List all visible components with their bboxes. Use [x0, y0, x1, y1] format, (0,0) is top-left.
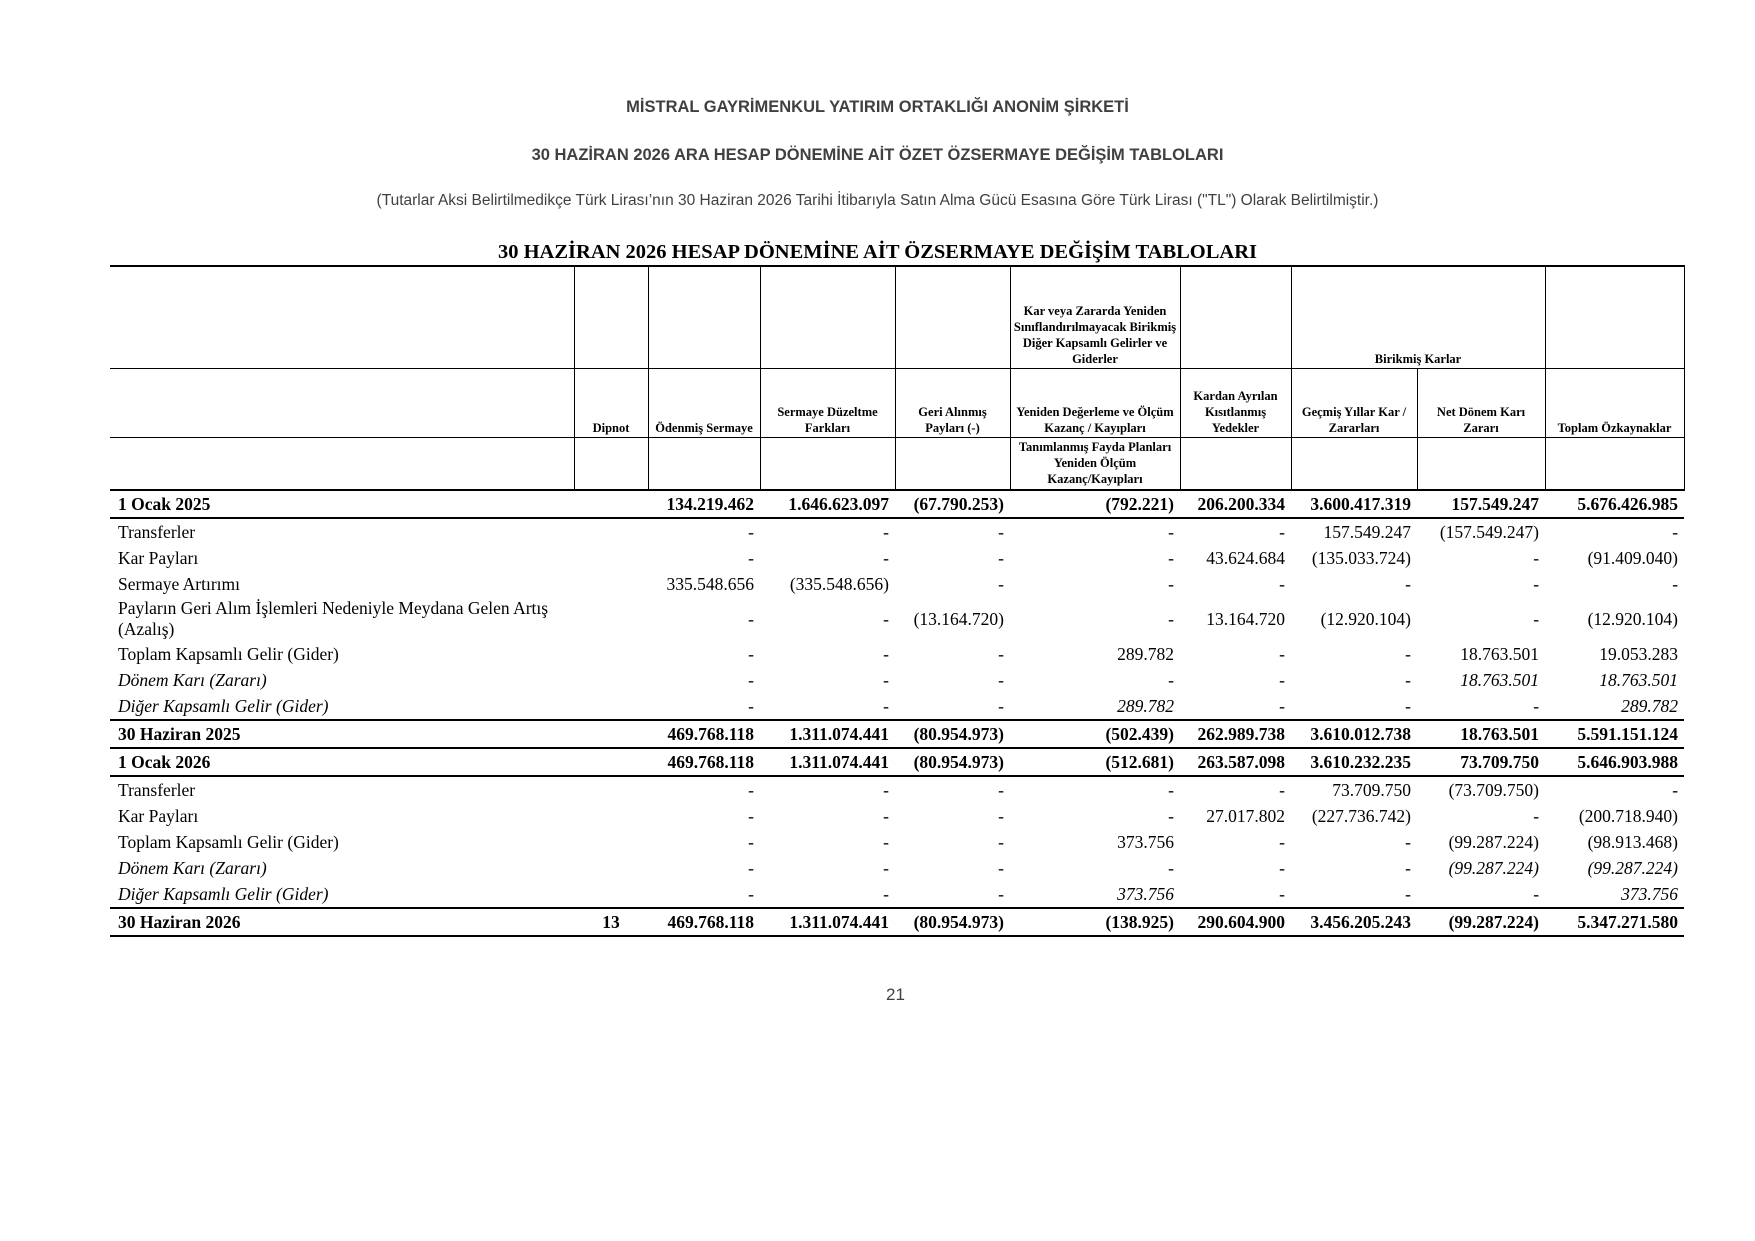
value-cell: [574, 641, 648, 667]
table-row: [110, 881, 1684, 908]
value-cell: 469.768.118: [648, 748, 760, 776]
row-label: 1 Ocak 2025: [110, 490, 574, 518]
value-cell: (99.287.224): [1417, 908, 1545, 936]
table-title: 30 HAZİRAN 2026 HESAP DÖNEMİNE AİT ÖZSERMAYE DEĞİŞİM TABLOLARI: [497, 241, 1258, 263]
col-header-reval: Yeniden Değerleme ve Ölçüm Kazanç / Kayıpları: [1010, 369, 1180, 438]
value-cell: -: [748, 608, 754, 629]
value-cell: (99.287.224): [1448, 831, 1540, 852]
value-cell: 18.763.501: [1417, 720, 1545, 748]
row-label: Kar Payları: [118, 547, 199, 568]
value-cell: -: [1168, 547, 1174, 568]
value-cell: (138.925): [1010, 908, 1180, 936]
value-cell: -: [1405, 857, 1411, 878]
col-subheader-reval: Tanımlanmış Fayda Planları Yeniden Ölçüm Kazanç/Kayıpları: [1010, 438, 1180, 491]
value-cell: -: [1672, 779, 1679, 800]
row-label: Dönem Karı (Zararı): [118, 857, 267, 878]
value-cell: 289.782: [1117, 643, 1174, 664]
value-cell: 73.709.750: [1417, 748, 1545, 776]
table-row: [110, 518, 1684, 545]
value-cell: -: [998, 695, 1004, 716]
company-name: MİSTRAL GAYRİMENKUL YATIRIM ORTAKLIĞI ANONİM ŞİRKETİ: [626, 98, 1129, 116]
value-cell: 13.164.720: [1206, 608, 1285, 629]
table-row: [110, 776, 1684, 803]
value-cell: -: [1279, 779, 1285, 800]
value-cell: [574, 518, 648, 545]
value-cell: [574, 667, 648, 693]
value-cell: 5.646.903.988: [1545, 748, 1684, 776]
value-cell: [574, 881, 648, 908]
row-label: Dönem Karı (Zararı): [118, 669, 267, 690]
value-cell: 335.548.656: [666, 573, 754, 594]
table-row: [110, 803, 1684, 829]
value-cell: (98.913.468): [1587, 831, 1679, 852]
table-row: [110, 490, 1684, 518]
value-cell: -: [1405, 573, 1411, 594]
table-row: [110, 829, 1684, 855]
value-cell: -: [748, 831, 754, 852]
table-row: [110, 908, 1684, 936]
value-cell: (502.439): [1010, 720, 1180, 748]
value-cell: -: [1672, 521, 1679, 542]
value-cell: -: [998, 805, 1004, 826]
value-cell: (80.954.973): [895, 720, 1010, 748]
value-cell: [574, 490, 648, 518]
header-row-columns: [110, 369, 1684, 438]
value-cell: [574, 776, 648, 803]
value-cell: 373.756: [1117, 831, 1174, 852]
row-label: Diğer Kapsamlı Gelir (Gider): [118, 883, 329, 904]
value-cell: (335.548.656): [789, 573, 889, 594]
value-cell: -: [1168, 779, 1174, 800]
row-label: 30 Haziran 2026: [110, 908, 574, 936]
row-label: 1 Ocak 2026: [110, 748, 574, 776]
table-row: [110, 693, 1684, 720]
value-cell: -: [998, 521, 1004, 542]
value-cell: 18.763.501: [1599, 669, 1679, 690]
value-cell: -: [1405, 695, 1411, 716]
table-row: [110, 545, 1684, 571]
value-cell: -: [748, 547, 754, 568]
value-cell: 3.610.232.235: [1291, 748, 1417, 776]
value-cell: -: [998, 669, 1004, 690]
value-cell: -: [1405, 883, 1411, 904]
value-cell: -: [1279, 521, 1285, 542]
value-cell: 373.756: [1621, 883, 1679, 904]
row-label: 30 Haziran 2025: [110, 720, 574, 748]
value-cell: -: [998, 573, 1004, 594]
value-cell: (512.681): [1010, 748, 1180, 776]
value-cell: 18.763.501: [1460, 669, 1540, 690]
row-label: Sermaye Artırımı: [118, 573, 240, 594]
value-cell: 5.591.151.124: [1545, 720, 1684, 748]
value-cell: 19.053.283: [1599, 643, 1679, 664]
value-cell: 5.676.426.985: [1545, 490, 1684, 518]
row-label: Payların Geri Alım İşlemleri Nedeniyle Meydana Gelen Artış (Azalış): [118, 598, 549, 639]
col-header-paid-capital: Ödenmiş Sermaye: [648, 369, 760, 438]
value-cell: -: [1168, 573, 1174, 594]
value-cell: 43.624.684: [1206, 547, 1285, 568]
value-cell: (67.790.253): [895, 490, 1010, 518]
row-label: Diğer Kapsamlı Gelir (Gider): [118, 695, 329, 716]
value-cell: [574, 829, 648, 855]
value-cell: 263.587.098: [1180, 748, 1291, 776]
value-cell: -: [748, 883, 754, 904]
value-cell: (200.718.940): [1578, 805, 1679, 826]
value-cell: 469.768.118: [648, 720, 760, 748]
value-cell: 134.219.462: [648, 490, 760, 518]
value-cell: -: [1168, 857, 1174, 878]
currency-note: (Tutarlar Aksi Belirtilmedikçe Türk Lirası’nın 30 Haziran 2026 Tarihi İtibarıyla Satın Alma Gücü Esasına Göre Türk Lirası ("TL") Olarak Belirtilmiştir.): [376, 192, 1379, 209]
value-cell: -: [998, 547, 1004, 568]
value-cell: 27.017.802: [1206, 805, 1285, 826]
value-cell: -: [883, 805, 889, 826]
value-cell: -: [748, 521, 754, 542]
value-cell: 5.347.271.580: [1545, 908, 1684, 936]
value-cell: (91.409.040): [1587, 547, 1679, 568]
group-header-oci: Kar veya Zararda Yeniden Sınıflandırılmayacak Birikmiş Diğer Kapsamlı Gelirler ve Giderler: [1010, 266, 1180, 369]
value-cell: [574, 803, 648, 829]
value-cell: -: [1405, 831, 1411, 852]
value-cell: 13: [574, 908, 648, 936]
row-label: Toplam Kapsamlı Gelir (Gider): [118, 831, 339, 852]
value-cell: 289.782: [1117, 695, 1174, 716]
value-cell: (13.164.720): [913, 608, 1004, 629]
value-cell: -: [1405, 643, 1411, 664]
value-cell: 18.763.501: [1460, 643, 1540, 664]
col-header-total: Toplam Özkaynaklar: [1545, 369, 1684, 438]
value-cell: -: [998, 779, 1004, 800]
value-cell: -: [1533, 573, 1540, 594]
value-cell: -: [883, 669, 889, 690]
row-label: Toplam Kapsamlı Gelir (Gider): [118, 643, 339, 664]
value-cell: 1.311.074.441: [760, 720, 895, 748]
value-cell: [574, 693, 648, 720]
value-cell: 262.989.738: [1180, 720, 1291, 748]
value-cell: -: [1533, 547, 1540, 568]
value-cell: (99.287.224): [1448, 857, 1540, 878]
col-header-dipnot: Dipnot: [574, 369, 648, 438]
value-cell: -: [883, 831, 889, 852]
value-cell: 373.756: [1117, 883, 1174, 904]
value-cell: 469.768.118: [648, 908, 760, 936]
value-cell: -: [883, 547, 889, 568]
row-label: Kar Payları: [118, 805, 199, 826]
document-subtitle: 30 HAZİRAN 2026 ARA HESAP DÖNEMİNE AİT ÖZET ÖZSERMAYE DEĞİŞİM TABLOLARI: [531, 146, 1224, 164]
value-cell: -: [1279, 883, 1285, 904]
value-cell: -: [748, 643, 754, 664]
value-cell: -: [1533, 883, 1540, 904]
value-cell: -: [1279, 573, 1285, 594]
value-cell: -: [998, 857, 1004, 878]
value-cell: -: [883, 521, 889, 542]
value-cell: -: [1279, 695, 1285, 716]
value-cell: -: [1279, 857, 1285, 878]
value-cell: -: [883, 695, 889, 716]
col-header-treasury: Geri Alınmış Payları (-): [895, 369, 1010, 438]
value-cell: -: [748, 669, 754, 690]
table-body: [110, 490, 1684, 936]
value-cell: (80.954.973): [895, 908, 1010, 936]
value-cell: -: [998, 883, 1004, 904]
value-cell: -: [1168, 521, 1174, 542]
value-cell: 3.610.012.738: [1291, 720, 1417, 748]
value-cell: 1.311.074.441: [760, 748, 895, 776]
col-header-capital-adj: Sermaye Düzeltme Farkları: [760, 369, 895, 438]
row-label: Transferler: [118, 521, 196, 542]
value-cell: -: [1405, 669, 1411, 690]
value-cell: -: [883, 883, 889, 904]
col-header-net-profit: Net Dönem Karı Zararı: [1417, 369, 1545, 438]
value-cell: -: [1672, 573, 1679, 594]
value-cell: [574, 720, 648, 748]
value-cell: -: [883, 643, 889, 664]
table-row: [110, 571, 1684, 597]
value-cell: -: [1279, 831, 1285, 852]
row-label: Transferler: [118, 779, 196, 800]
col-header-restricted: Kardan Ayrılan Kısıtlanmış Yedekler: [1180, 369, 1291, 438]
value-cell: [574, 855, 648, 881]
value-cell: -: [998, 831, 1004, 852]
value-cell: -: [748, 805, 754, 826]
value-cell: [574, 545, 648, 571]
table-row: [110, 720, 1684, 748]
value-cell: 3.600.417.319: [1291, 490, 1417, 518]
value-cell: (12.920.104): [1587, 608, 1679, 629]
page-number: 21: [886, 985, 905, 1004]
value-cell: (157.549.247): [1439, 521, 1540, 542]
value-cell: 1.646.623.097: [760, 490, 895, 518]
value-cell: 206.200.334: [1180, 490, 1291, 518]
table-row: [110, 641, 1684, 667]
value-cell: -: [1533, 695, 1540, 716]
value-cell: (12.920.104): [1320, 608, 1411, 629]
col-header-prior-years: Geçmiş Yıllar Kar / Zararları: [1291, 369, 1417, 438]
header-row-sub: [110, 438, 1684, 491]
value-cell: 290.604.900: [1180, 908, 1291, 936]
table-row: [110, 855, 1684, 881]
value-cell: (227.736.742): [1311, 805, 1411, 826]
header-row-groups: [110, 266, 1684, 369]
value-cell: (792.221): [1010, 490, 1180, 518]
value-cell: (135.033.724): [1311, 547, 1411, 568]
value-cell: -: [998, 643, 1004, 664]
value-cell: -: [748, 695, 754, 716]
value-cell: -: [1168, 608, 1174, 629]
value-cell: 73.709.750: [1332, 779, 1411, 800]
value-cell: -: [1168, 669, 1174, 690]
value-cell: 3.456.205.243: [1291, 908, 1417, 936]
value-cell: -: [883, 779, 889, 800]
value-cell: [574, 597, 648, 641]
value-cell: -: [883, 608, 889, 629]
table-row: [110, 597, 1684, 641]
value-cell: [574, 571, 648, 597]
value-cell: -: [1279, 643, 1285, 664]
value-cell: [574, 748, 648, 776]
value-cell: 157.549.247: [1323, 521, 1411, 542]
value-cell: -: [883, 857, 889, 878]
group-header-retained: Birikmiş Karlar: [1291, 266, 1545, 369]
value-cell: -: [1533, 608, 1540, 629]
value-cell: 1.311.074.441: [760, 908, 895, 936]
value-cell: (73.709.750): [1448, 779, 1540, 800]
value-cell: -: [1533, 805, 1540, 826]
value-cell: -: [1168, 805, 1174, 826]
value-cell: (99.287.224): [1587, 857, 1679, 878]
table-row: [110, 748, 1684, 776]
table-row: [110, 667, 1684, 693]
value-cell: 289.782: [1621, 695, 1679, 716]
value-cell: -: [748, 779, 754, 800]
equity-changes-table: [110, 265, 1685, 937]
value-cell: -: [1279, 669, 1285, 690]
value-cell: 157.549.247: [1417, 490, 1545, 518]
value-cell: -: [748, 857, 754, 878]
value-cell: (80.954.973): [895, 748, 1010, 776]
